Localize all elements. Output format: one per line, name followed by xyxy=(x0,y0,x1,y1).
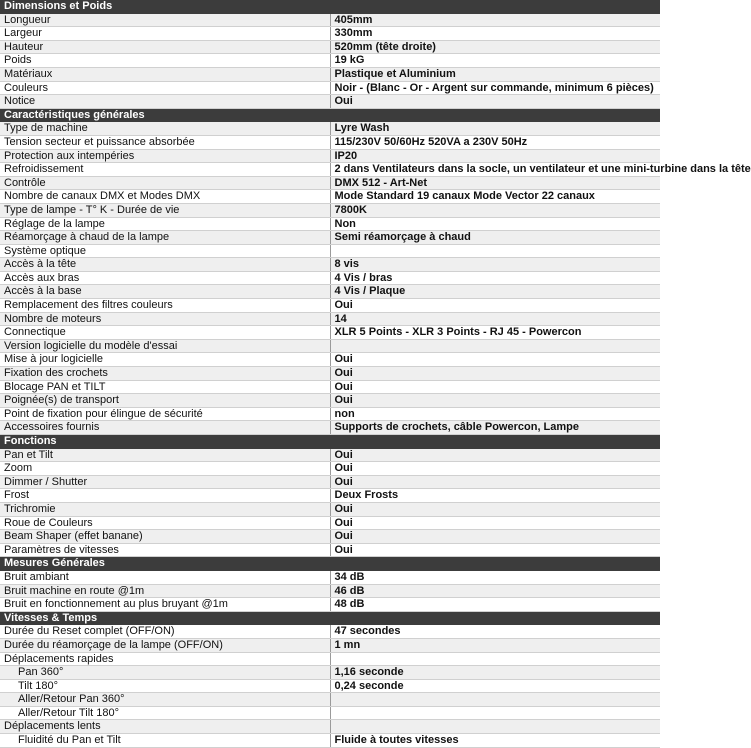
spec-value: Non xyxy=(330,217,660,231)
spec-row xyxy=(0,625,660,639)
spec-row xyxy=(0,693,660,707)
spec-value: 19 kG xyxy=(330,54,660,68)
spec-value xyxy=(330,339,660,353)
spec-row xyxy=(0,353,660,367)
spec-value: Oui xyxy=(330,462,660,476)
section-title: Fonctions xyxy=(0,435,660,449)
spec-label: Refroidissement xyxy=(0,163,330,177)
spec-row xyxy=(0,271,660,285)
section-header xyxy=(0,611,660,625)
section-title: Caractéristiques générales xyxy=(0,108,660,122)
spec-label: Bruit ambiant xyxy=(0,570,330,584)
spec-row xyxy=(0,475,660,489)
spec-row xyxy=(0,339,660,353)
section-header xyxy=(0,108,660,122)
section-header xyxy=(0,557,660,571)
spec-label: Zoom xyxy=(0,462,330,476)
spec-label: Frost xyxy=(0,489,330,503)
spec-value: Semi réamorçage à chaud xyxy=(330,231,660,245)
spec-row xyxy=(0,81,660,95)
spec-label: Poids xyxy=(0,54,330,68)
spec-value: Oui xyxy=(330,502,660,516)
spec-value: Oui xyxy=(330,543,660,557)
spec-value: Oui xyxy=(330,353,660,367)
spec-value: Mode Standard 19 canaux Mode Vector 22 canaux xyxy=(330,190,660,204)
spec-value xyxy=(330,693,660,707)
spec-label: Largeur xyxy=(0,27,330,41)
spec-value: 330mm xyxy=(330,27,660,41)
spec-value: 1,16 seconde xyxy=(330,666,660,680)
spec-value: Supports de crochets, câble Powercon, Lampe xyxy=(330,421,660,435)
spec-label: Remplacement des filtres couleurs xyxy=(0,299,330,313)
spec-value: Oui xyxy=(330,530,660,544)
spec-value: Oui xyxy=(330,516,660,530)
spec-value: 48 dB xyxy=(330,598,660,612)
spec-label: Poignée(s) de transport xyxy=(0,394,330,408)
spec-label: Accès à la base xyxy=(0,285,330,299)
spec-value: 4 Vis / bras xyxy=(330,271,660,285)
spec-label: Type de machine xyxy=(0,122,330,136)
spec-row xyxy=(0,27,660,41)
spec-value: 2 dans Ventilateurs dans la socle, un ventilateur et une mini-turbine dans la tête xyxy=(330,163,660,177)
spec-label: Déplacements lents xyxy=(0,720,330,734)
section-title: Dimensions et Poids xyxy=(0,0,660,13)
spec-value: 8 vis xyxy=(330,258,660,272)
spec-label: Notice xyxy=(0,95,330,109)
spec-row xyxy=(0,312,660,326)
spec-row xyxy=(0,176,660,190)
spec-row xyxy=(0,135,660,149)
spec-value xyxy=(330,720,660,734)
spec-label: Accessoires fournis xyxy=(0,421,330,435)
spec-label: Roue de Couleurs xyxy=(0,516,330,530)
spec-row xyxy=(0,326,660,340)
section-header xyxy=(0,0,660,13)
spec-value: Oui xyxy=(330,394,660,408)
spec-row xyxy=(0,638,660,652)
spec-row xyxy=(0,231,660,245)
spec-label: Réglage de la lampe xyxy=(0,217,330,231)
spec-value: 405mm xyxy=(330,13,660,27)
spec-value: 520mm (tête droite) xyxy=(330,40,660,54)
spec-row xyxy=(0,217,660,231)
spec-value: Fluide à toutes vitesses xyxy=(330,734,660,748)
spec-value xyxy=(330,244,660,258)
spec-label: Pan 360° xyxy=(0,666,330,680)
spec-label: Fluidité du Pan et Tilt xyxy=(0,734,330,748)
spec-row xyxy=(0,394,660,408)
spec-value: Oui xyxy=(330,95,660,109)
spec-row xyxy=(0,203,660,217)
spec-label: Pan et Tilt xyxy=(0,448,330,462)
spec-row xyxy=(0,489,660,503)
spec-row xyxy=(0,530,660,544)
spec-row xyxy=(0,584,660,598)
spec-value xyxy=(330,706,660,720)
spec-label: Fixation des crochets xyxy=(0,367,330,381)
spec-label: Nombre de canaux DMX et Modes DMX xyxy=(0,190,330,204)
spec-row xyxy=(0,163,660,177)
spec-label: Connectique xyxy=(0,326,330,340)
spec-label: Dimmer / Shutter xyxy=(0,475,330,489)
section-header xyxy=(0,435,660,449)
spec-value: 47 secondes xyxy=(330,625,660,639)
spec-row xyxy=(0,95,660,109)
spec-value: 46 dB xyxy=(330,584,660,598)
spec-value: XLR 5 Points - XLR 3 Points - RJ 45 - Powercon xyxy=(330,326,660,340)
spec-row xyxy=(0,285,660,299)
spec-label: Point de fixation pour élingue de sécurité xyxy=(0,407,330,421)
spec-value: 0,24 seconde xyxy=(330,679,660,693)
spec-row xyxy=(0,244,660,258)
section-title: Vitesses & Temps xyxy=(0,611,660,625)
spec-row xyxy=(0,666,660,680)
spec-label: Matériaux xyxy=(0,67,330,81)
spec-label: Couleurs xyxy=(0,81,330,95)
spec-row xyxy=(0,720,660,734)
spec-row xyxy=(0,462,660,476)
spec-label: Longueur xyxy=(0,13,330,27)
spec-label: Réamorçage à chaud de la lampe xyxy=(0,231,330,245)
spec-label: Accès à la tête xyxy=(0,258,330,272)
spec-label: Tilt 180° xyxy=(0,679,330,693)
spec-value: IP20 xyxy=(330,149,660,163)
spec-label: Aller/Retour Pan 360° xyxy=(0,693,330,707)
spec-value: Lyre Wash xyxy=(330,122,660,136)
spec-value: 1 mn xyxy=(330,638,660,652)
spec-value: 7800K xyxy=(330,203,660,217)
spec-row xyxy=(0,679,660,693)
spec-value: 4 Vis / Plaque xyxy=(330,285,660,299)
spec-label: Protection aux intempéries xyxy=(0,149,330,163)
spec-label: Accès aux bras xyxy=(0,271,330,285)
spec-label: Aller/Retour Tilt 180° xyxy=(0,706,330,720)
spec-row xyxy=(0,190,660,204)
spec-row xyxy=(0,543,660,557)
spec-row xyxy=(0,13,660,27)
spec-row xyxy=(0,448,660,462)
spec-value: Plastique et Aluminium xyxy=(330,67,660,81)
spec-row xyxy=(0,598,660,612)
spec-label: Type de lampe - T° K - Durée de vie xyxy=(0,203,330,217)
spec-row xyxy=(0,54,660,68)
spec-label: Trichromie xyxy=(0,502,330,516)
spec-value: Oui xyxy=(330,367,660,381)
spec-row xyxy=(0,367,660,381)
spec-value: 14 xyxy=(330,312,660,326)
spec-row xyxy=(0,407,660,421)
spec-label: Version logicielle du modèle d'essai xyxy=(0,339,330,353)
spec-value: Oui xyxy=(330,380,660,394)
spec-label: Nombre de moteurs xyxy=(0,312,330,326)
spec-row xyxy=(0,67,660,81)
spec-row xyxy=(0,734,660,748)
spec-row xyxy=(0,652,660,666)
spec-value: 34 dB xyxy=(330,570,660,584)
spec-value: 115/230V 50/60Hz 520VA a 230V 50Hz xyxy=(330,135,660,149)
spec-value: Oui xyxy=(330,299,660,313)
spec-value: non xyxy=(330,407,660,421)
spec-label: Bruit en fonctionnement au plus bruyant @1m xyxy=(0,598,330,612)
spec-label: Système optique xyxy=(0,244,330,258)
spec-row xyxy=(0,516,660,530)
spec-value xyxy=(330,652,660,666)
spec-row xyxy=(0,40,660,54)
spec-label: Blocage PAN et TILT xyxy=(0,380,330,394)
spec-label: Déplacements rapides xyxy=(0,652,330,666)
spec-label: Contrôle xyxy=(0,176,330,190)
spec-row xyxy=(0,570,660,584)
spec-label: Bruit machine en route @1m xyxy=(0,584,330,598)
section-title: Mesures Générales xyxy=(0,557,660,571)
spec-label: Durée du Reset complet (OFF/ON) xyxy=(0,625,330,639)
spec-value: DMX 512 - Art-Net xyxy=(330,176,660,190)
spec-value: Deux Frosts xyxy=(330,489,660,503)
spec-row xyxy=(0,299,660,313)
spec-label: Beam Shaper (effet banane) xyxy=(0,530,330,544)
spec-label: Durée du réamorçage de la lampe (OFF/ON) xyxy=(0,638,330,652)
spec-row xyxy=(0,706,660,720)
spec-label: Hauteur xyxy=(0,40,330,54)
spec-label: Paramètres de vitesses xyxy=(0,543,330,557)
spec-row xyxy=(0,380,660,394)
spec-value: Oui xyxy=(330,475,660,489)
spec-label: Tension secteur et puissance absorbée xyxy=(0,135,330,149)
spec-row xyxy=(0,421,660,435)
spec-value: Noir - (Blanc - Or - Argent sur commande, minimum 6 pièces) xyxy=(330,81,660,95)
spec-row xyxy=(0,258,660,272)
spec-row xyxy=(0,502,660,516)
spec-row xyxy=(0,149,660,163)
spec-value: Oui xyxy=(330,448,660,462)
spec-label: Mise à jour logicielle xyxy=(0,353,330,367)
spec-row xyxy=(0,122,660,136)
